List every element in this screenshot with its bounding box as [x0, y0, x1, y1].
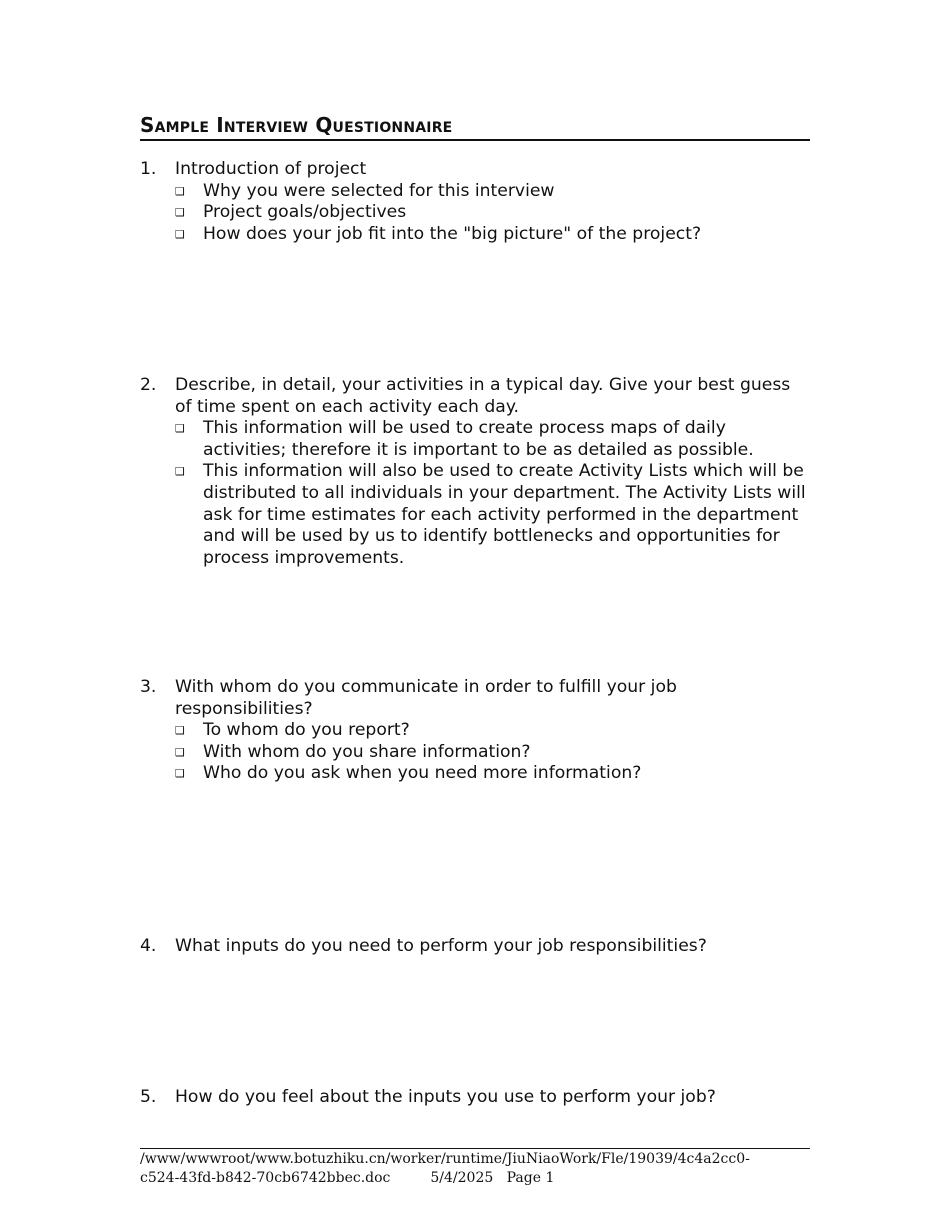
document-title: Sample Interview Questionnaire [140, 112, 810, 141]
list-item: ❑ Who do you ask when you need more information? [175, 763, 642, 784]
question-text: Describe, in detail, your activities in a typical day. Give your best guess of time spent on each activity each day. [175, 375, 791, 417]
question-5 [140, 1087, 810, 1109]
question-bullets [175, 181, 810, 246]
list-item: ❑ With whom do you share information? [175, 741, 531, 762]
checkbox-bullet-icon: ❑ [175, 184, 185, 198]
checkbox-bullet-icon: ❑ [175, 422, 185, 436]
question-text: Introduction of project [175, 159, 367, 179]
question-text: What inputs do you need to perform your job responsibilities? [175, 936, 707, 956]
question-number: 5. [140, 1087, 157, 1107]
checkbox-bullet-icon: ❑ [175, 465, 185, 479]
list-item: ❑ Why you were selected for this interview [175, 180, 555, 201]
list-item: ❑ This information will be used to create process maps of daily activities; therefore it is important to be as detailed as possible. [175, 418, 754, 460]
checkbox-bullet-icon: ❑ [175, 227, 185, 241]
footer-file-path-line1: /www/wwwroot/www.botuzhiku.cn/worker/runtime/JiuNiaoWork/Fle/19039/4c4a2cc0- [140, 1151, 750, 1167]
question-number: 4. [140, 936, 157, 956]
checkbox-bullet-icon: ❑ [175, 767, 185, 781]
checkbox-bullet-icon: ❑ [175, 206, 185, 220]
question-number: 2. [140, 375, 157, 395]
list-item: ❑ Project goals/objectives [175, 202, 407, 223]
question-text: With whom do you communicate in order to fulfill your job responsibilities? [175, 677, 677, 719]
footer-divider [140, 1148, 810, 1149]
footer-line2 [140, 1169, 810, 1188]
question-4 [140, 936, 810, 958]
footer-page-number: Page 1 [506, 1170, 555, 1186]
footer-file-path-line2: c524-43fd-b842-70cb6742bbec.doc [140, 1170, 391, 1186]
question-text: How do you feel about the inputs you use to perform your job? [175, 1087, 716, 1107]
question-number: 1. [140, 159, 157, 179]
footer-date: 5/4/2025 [430, 1170, 494, 1186]
question-number: 3. [140, 677, 157, 697]
question-bullets [175, 720, 810, 785]
list-item: ❑ To whom do you report? [175, 720, 410, 741]
question-1 [140, 159, 810, 245]
page-footer [140, 1150, 810, 1188]
checkbox-bullet-icon: ❑ [175, 724, 185, 738]
question-bullets [175, 418, 810, 569]
checkbox-bullet-icon: ❑ [175, 745, 185, 759]
list-item: ❑ This information will also be used to create Activity Lists which will be distributed to all individuals in your department. The Activity Lists will ask for time estimates for each activity performed in the department and will be used by us to identify bottlenecks and opportunities for process improvements. [175, 461, 806, 568]
question-3 [140, 677, 810, 785]
list-item: ❑ How does your job fit into the "big picture" of the project? [175, 223, 702, 244]
question-2 [140, 375, 810, 569]
